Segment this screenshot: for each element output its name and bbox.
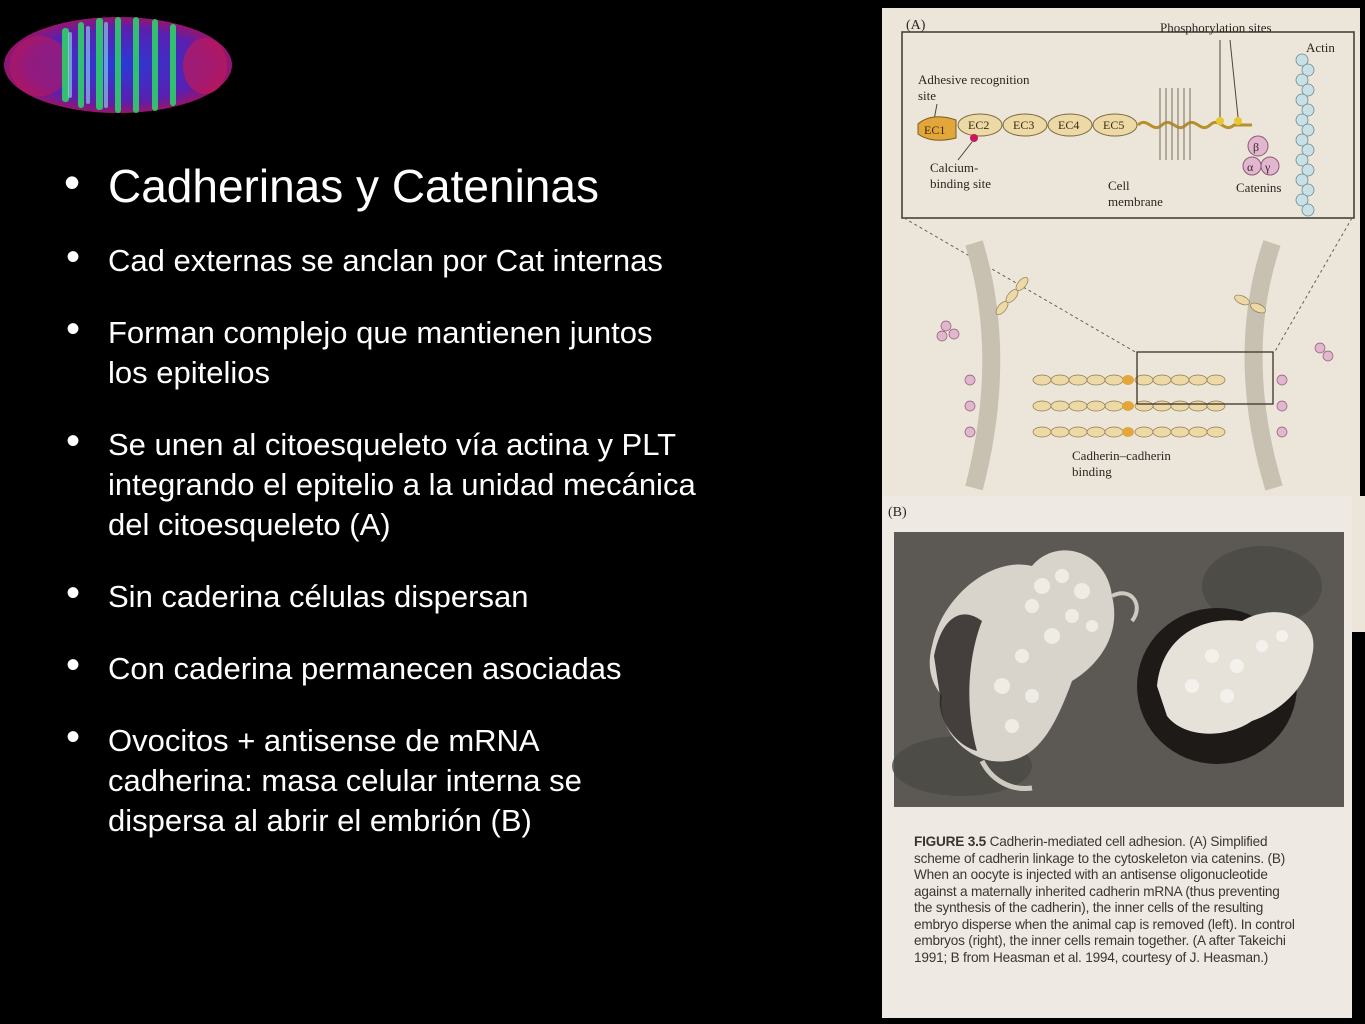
- calcium-label-2: binding site: [930, 176, 992, 191]
- bullet-title: • Cadherinas y Cateninas: [64, 156, 599, 212]
- figure-a-diagram: [882, 8, 1360, 498]
- catenins-label: Catenins: [1236, 180, 1282, 195]
- svg-text:EC4: EC4: [1058, 118, 1080, 132]
- bullet-dot-icon: •: [66, 235, 81, 279]
- cell-label-1: Cell: [1108, 178, 1130, 193]
- bullet-dot-icon: •: [66, 715, 81, 759]
- figure-caption: FIGURE 3.5 Cadherin-mediated cell adhesion. (A) Simplified scheme of cadherin linkage to the cytoskeleton via catenins. (B) When an oocyte is injected with an antisense oligonucleotide against a maternally inherited cadherin mRNA (thus preventing the synthesis of the cadherin), the inner cells of the resulting embryo disperse when the animal cap is removed (left). In control embryos (right), the inner cells remain together. (A after Takeichi 1991; B from Heasman et al. 1994, courtesy of J. Heasman.): [914, 834, 1295, 965]
- bullet-item: • Ovocitos + antisense de mRNA cadherina: masa celular interna se dispersa al abrir el embrión (B): [66, 715, 582, 838]
- bullet-dot-icon: •: [66, 307, 81, 351]
- adhesive-label-2: site: [918, 88, 937, 103]
- cadherin-diagram: [882, 8, 1360, 498]
- svg-text:EC2: EC2: [968, 118, 990, 132]
- bullet-item: • Se unen al citoesqueleto vía actina y PLT integrando el epitelio a la unidad mecánica del citoesqueleto (A): [66, 419, 696, 542]
- panel-a-label: (A): [906, 18, 926, 33]
- binding-label-1: Cadherin–cadherin: [1072, 448, 1171, 463]
- svg-text:α: α: [1247, 160, 1254, 174]
- adhesive-label-1: Adhesive recognition: [918, 72, 1030, 87]
- cell-label-2: membrane: [1108, 194, 1163, 209]
- svg-text:β: β: [1253, 140, 1260, 154]
- bullet-item: • Forman complejo que mantienen juntos los epitelios: [66, 307, 653, 390]
- phosphorylation-label: Phosphorylation sites: [1160, 20, 1272, 35]
- calcium-site: [970, 134, 978, 142]
- svg-text:EC3: EC3: [1013, 118, 1035, 132]
- calcium-label-1: Calcium-: [930, 160, 979, 175]
- binding-label-2: binding: [1072, 464, 1112, 479]
- svg-text:EC5: EC5: [1103, 118, 1125, 132]
- actin-label: Actin: [1306, 40, 1335, 55]
- bullet-item: • Sin caderina células dispersan: [66, 571, 529, 615]
- caption-title: FIGURE 3.5: [914, 834, 987, 849]
- actin-filament: [1296, 54, 1314, 216]
- bullet-list: [58, 156, 848, 841]
- bullet-item: • Cad externas se anclan por Cat internas: [66, 235, 663, 279]
- bullet-dot-icon: •: [66, 419, 81, 463]
- bullet-dot-icon: •: [64, 156, 81, 208]
- bullet-dot-icon: •: [66, 643, 81, 687]
- svg-text:EC1: EC1: [924, 123, 946, 137]
- bullet-item: • Con caderina permanecen asociadas: [66, 643, 622, 687]
- panel-b-label: (B): [888, 505, 907, 520]
- figure-b-photo: [882, 496, 1352, 1018]
- bullet-dot-icon: •: [66, 571, 81, 615]
- embryo-photo: [882, 496, 1352, 826]
- embryo-logo-image: [0, 0, 235, 120]
- svg-text:γ: γ: [1265, 160, 1271, 174]
